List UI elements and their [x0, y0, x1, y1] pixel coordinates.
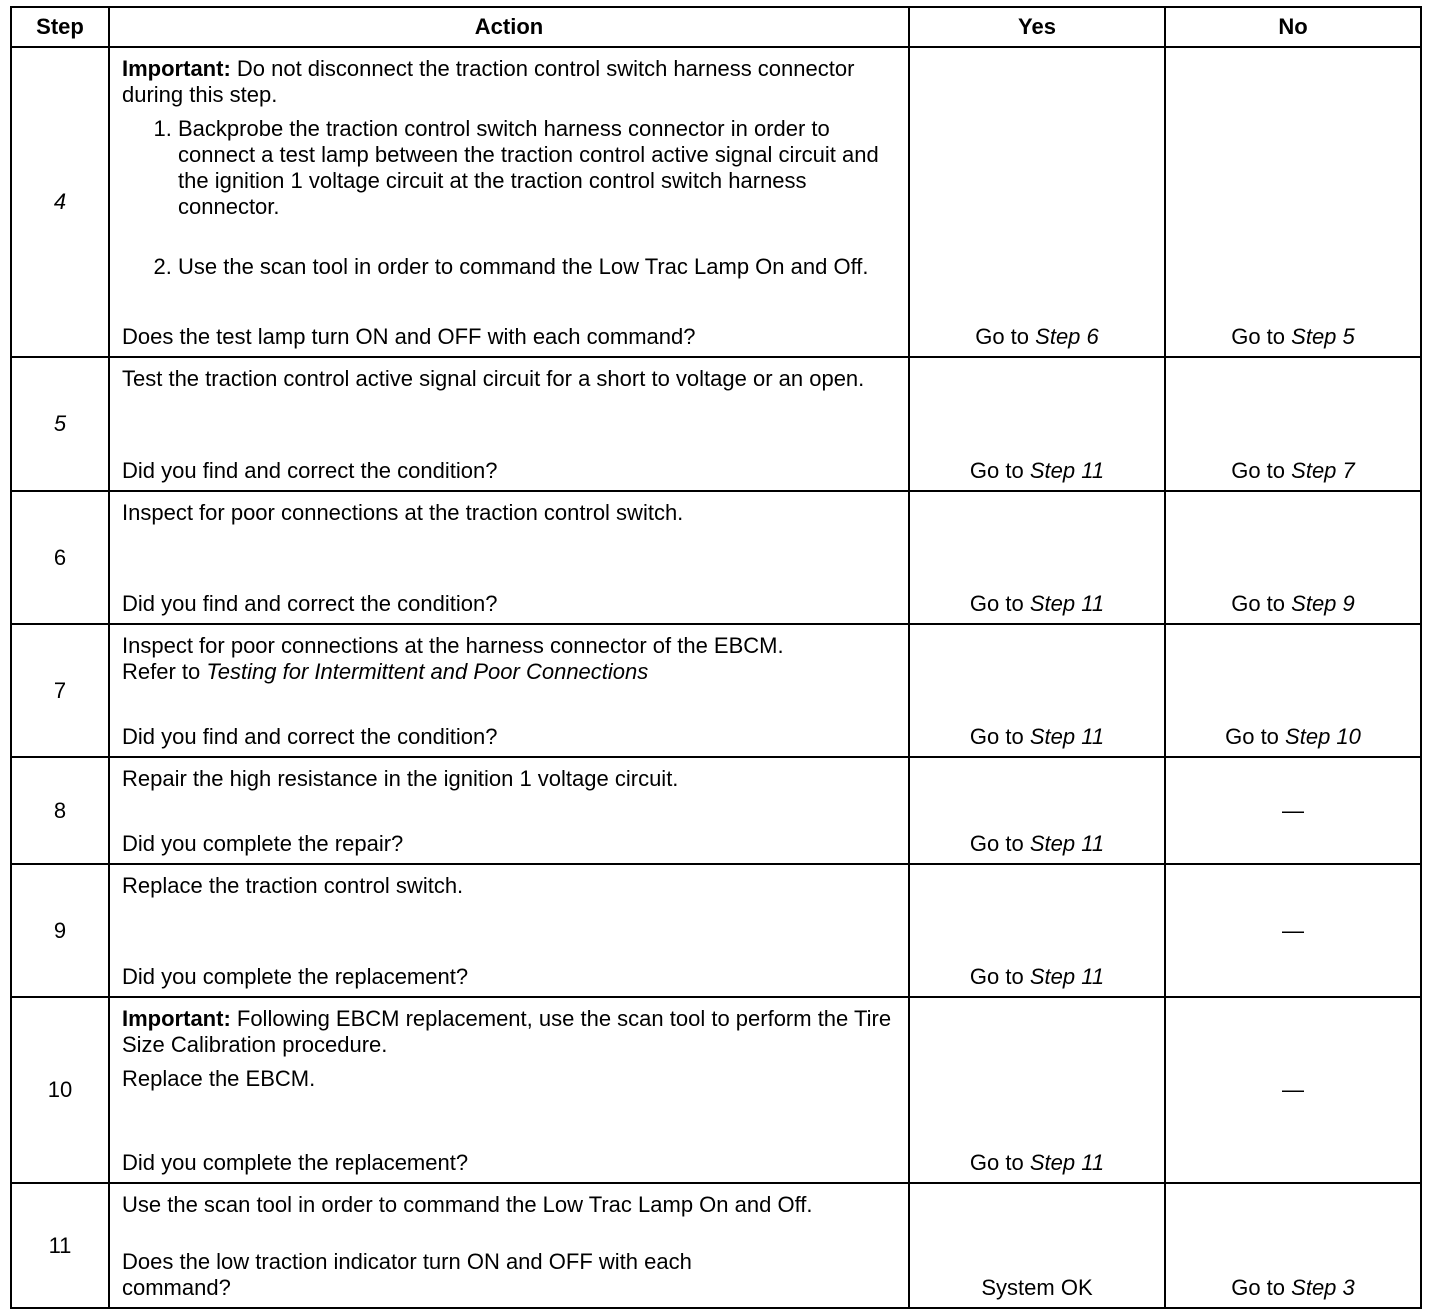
- action-cell: [109, 997, 909, 1183]
- action-cell: [109, 47, 909, 357]
- table-row: [11, 1183, 1421, 1308]
- yes-step-link[interactable]: Step 11: [1029, 1150, 1105, 1175]
- no-cell: [1165, 624, 1421, 757]
- no-cell: [1165, 357, 1421, 491]
- procedure-item: 1. Backprobe the traction control switch harness connector in order to connect a test lamp between the traction control active signal circuit and the ignition 1 voltage circuit at the traction control switch harness connector.: [178, 116, 896, 220]
- procedure-item: 2. Use the scan tool in order to command the Low Trac Lamp On and Off.: [178, 254, 896, 280]
- yes-cell: [909, 491, 1165, 624]
- important-note: [122, 56, 896, 108]
- question: Did you complete the repair?: [122, 831, 404, 856]
- no-step-link[interactable]: Step 7: [1291, 458, 1355, 483]
- yes-cell: [909, 757, 1165, 864]
- header-row: [11, 7, 1421, 47]
- table-row: [11, 624, 1421, 757]
- action-text: Replace the EBCM.: [122, 1066, 316, 1091]
- yes-cell: [909, 1183, 1165, 1308]
- yes-cell: [909, 997, 1165, 1183]
- step-number: 11: [11, 1183, 109, 1308]
- yes-answer: Go to Step 11: [969, 831, 1105, 856]
- no-answer-dash: —: [1282, 797, 1304, 823]
- header-yes: Yes: [909, 7, 1165, 47]
- procedure-list: [122, 116, 896, 280]
- step-number: 9: [11, 864, 109, 997]
- yes-step-link[interactable]: Step 11: [1029, 831, 1105, 856]
- no-cell: [1165, 47, 1421, 357]
- important-label: Important:: [122, 56, 231, 81]
- yes-answer: Go to Step 11: [969, 964, 1105, 989]
- no-answer: Go to Step 7: [1231, 458, 1355, 483]
- yes-step-link[interactable]: Step 11: [1029, 591, 1105, 616]
- no-answer: Go to Step 5: [1231, 324, 1355, 349]
- header-step: Step: [11, 7, 109, 47]
- action-text: Inspect for poor connections at the harness connector of the EBCM. Refer to Testing for Intermittent and Poor Connections: [122, 633, 784, 684]
- no-cell: [1165, 997, 1421, 1183]
- step-number: 7: [11, 624, 109, 757]
- question: Did you complete the replacement?: [122, 964, 469, 989]
- important-note: [122, 1006, 896, 1058]
- table-row: [11, 997, 1421, 1183]
- important-label: Important:: [122, 1006, 231, 1031]
- yes-answer: System OK: [981, 1275, 1093, 1300]
- question: Did you find and correct the condition?: [122, 724, 498, 749]
- question: Does the test lamp turn ON and OFF with each command?: [122, 324, 696, 349]
- yes-step-link[interactable]: Step 11: [1029, 964, 1105, 989]
- important-text: Following EBCM replacement, use the scan tool to perform the Tire Size Calibration procedure.: [122, 1006, 892, 1057]
- important-text: Do not disconnect the traction control switch harness connector during this step.: [122, 56, 855, 107]
- action-text: Inspect for poor connections at the traction control switch.: [122, 500, 684, 525]
- yes-answer: Go to Step 11: [969, 458, 1105, 483]
- yes-answer: Go to Step 11: [969, 591, 1105, 616]
- no-cell: [1165, 864, 1421, 997]
- yes-cell: [909, 47, 1165, 357]
- yes-step-link[interactable]: Step 11: [1029, 724, 1105, 749]
- question: Did you find and correct the condition?: [122, 591, 498, 616]
- action-text: Test the traction control active signal circuit for a short to voltage or an open.: [122, 366, 865, 391]
- diagnostic-table: [10, 6, 1422, 1309]
- action-cell: [109, 1183, 909, 1308]
- no-step-link[interactable]: Step 10: [1285, 724, 1361, 749]
- no-cell: [1165, 757, 1421, 864]
- action-cell: [109, 624, 909, 757]
- step-number: 6: [11, 491, 109, 624]
- no-answer-dash: —: [1282, 1077, 1304, 1102]
- table-row: [11, 864, 1421, 997]
- no-answer-dash: —: [1282, 917, 1304, 943]
- action-cell: [109, 757, 909, 864]
- yes-step-link[interactable]: Step 6: [1035, 324, 1099, 349]
- no-cell: [1165, 491, 1421, 624]
- table-row: [11, 47, 1421, 357]
- yes-answer: Go to Step 11: [969, 1150, 1105, 1175]
- action-cell: [109, 491, 909, 624]
- yes-answer: Go to Step 11: [969, 724, 1105, 749]
- header-action: Action: [109, 7, 909, 47]
- action-text: Use the scan tool in order to command the Low Trac Lamp On and Off.: [122, 1192, 813, 1217]
- action-text: Repair the high resistance in the ignition 1 voltage circuit.: [122, 766, 679, 791]
- yes-cell: [909, 357, 1165, 491]
- header-no: No: [1165, 7, 1421, 47]
- step-number: 5: [11, 357, 109, 491]
- no-step-link[interactable]: Step 5: [1291, 324, 1355, 349]
- action-cell: [109, 357, 909, 491]
- question: Did you find and correct the condition?: [122, 458, 498, 483]
- table-row: [11, 757, 1421, 864]
- step-number: 8: [11, 757, 109, 864]
- action-cell: [109, 864, 909, 997]
- no-cell: [1165, 1183, 1421, 1308]
- step-number: 4: [11, 47, 109, 357]
- table-row: [11, 491, 1421, 624]
- reference-link[interactable]: Testing for Intermittent and Poor Connections: [206, 659, 649, 684]
- question: Did you complete the replacement?: [122, 1150, 469, 1175]
- no-step-link[interactable]: Step 9: [1291, 591, 1355, 616]
- no-answer: Go to Step 3: [1231, 1275, 1355, 1300]
- no-answer: Go to Step 9: [1231, 591, 1355, 616]
- step-number: 10: [11, 997, 109, 1183]
- yes-step-link[interactable]: Step 11: [1029, 458, 1105, 483]
- yes-cell: [909, 624, 1165, 757]
- no-step-link[interactable]: Step 3: [1291, 1275, 1355, 1300]
- question: Does the low traction indicator turn ON and OFF with each command?: [122, 1249, 692, 1300]
- action-text: Replace the traction control switch.: [122, 873, 464, 898]
- yes-cell: [909, 864, 1165, 997]
- yes-answer: Go to Step 6: [975, 324, 1099, 349]
- no-answer: Go to Step 10: [1225, 724, 1361, 749]
- table-row: [11, 357, 1421, 491]
